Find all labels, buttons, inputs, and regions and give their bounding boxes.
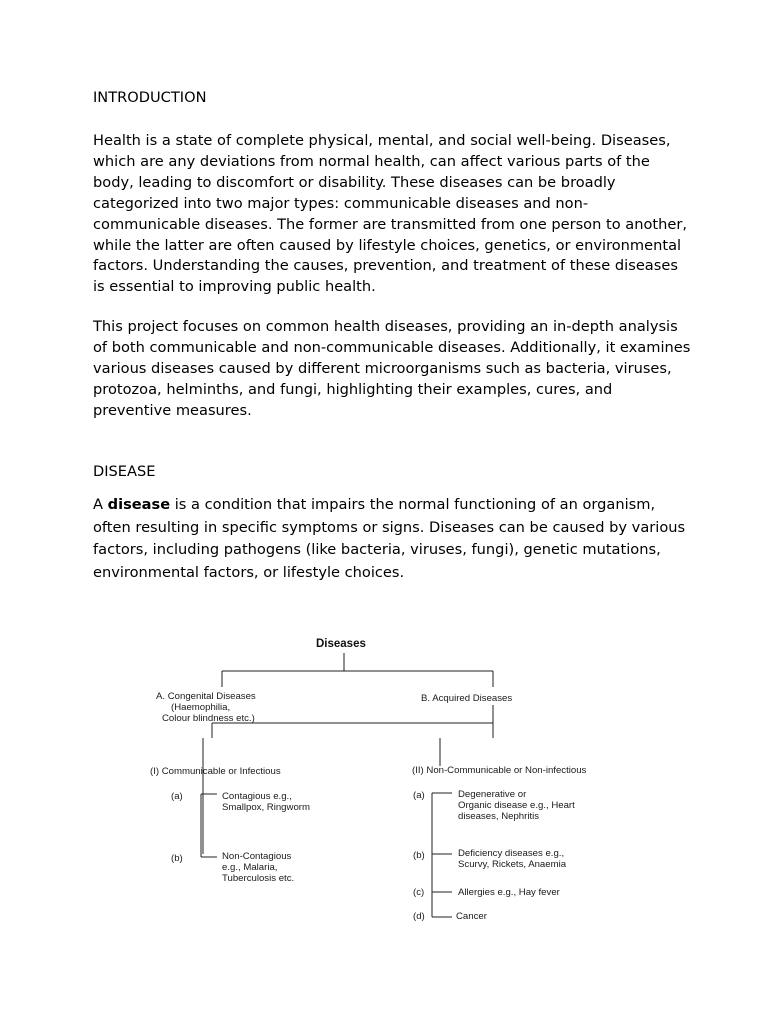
allergies-label: Allergies e.g., Hay fever (458, 887, 560, 898)
disease-heading: DISEASE (93, 463, 156, 480)
non-communicable-a-marker: (a) (413, 790, 425, 801)
congenital-diseases-label: A. Congenital Diseases (156, 691, 256, 702)
degenerative-line-3: diseases, Nephritis (458, 811, 540, 822)
non-contagious-line-2: e.g., Malaria, (222, 862, 278, 873)
degenerative-line-1: Degenerative or (458, 789, 527, 800)
degenerative-line-2: Organic disease e.g., Heart (458, 800, 575, 811)
disease-classification-diagram (140, 625, 610, 935)
non-communicable-d-marker: (d) (413, 911, 425, 922)
diagram-title: Diseases (316, 638, 366, 650)
contagious-line-2: Smallpox, Ringworm (222, 802, 310, 813)
non-contagious-line-1: Non-Contagious (222, 851, 292, 862)
acquired-diseases-label: B. Acquired Diseases (421, 693, 513, 704)
disease-definition-lead: A (93, 496, 108, 513)
introduction-heading: INTRODUCTION (93, 89, 207, 106)
communicable-a-marker: (a) (171, 791, 183, 802)
congenital-examples-line-1: (Haemophilia, (171, 702, 231, 713)
communicable-b-marker: (b) (171, 853, 183, 864)
disease-definition-rest: is a condition that impairs the normal functioning of an organism, often resulting in specific symptoms or signs. Diseases can be caused by various factors, including pathogens (like bacteria, viruses, fungi), genetic mutations, environmental factors, or lifestyle choices. (93, 496, 686, 581)
non-contagious-line-3: Tuberculosis etc. (222, 873, 295, 884)
introduction-paragraph-1: Health is a state of complete physical, mental, and social well-being. Diseases, which are any deviations from normal health, can affect various parts of the body, leading to discomfort or disability. These diseases can be broadly categorized into two major types: communicable diseases and non-communicable diseases. The former are transmitted from one person to another, while the latter are often caused by lifestyle choices, genetics, or environmental factors. Understanding the causes, prevention, and treatment of these diseases is essential to improving public health. (93, 132, 687, 296)
non-communicable-b-marker: (b) (413, 850, 425, 861)
cancer-label: Cancer (456, 911, 487, 922)
communicable-label: (I) Communicable or Infectious (150, 766, 281, 777)
non-communicable-label: (II) Non-Communicable or Non-infectious (412, 765, 587, 776)
deficiency-line-1: Deficiency diseases e.g., (458, 848, 565, 859)
disease-term: disease (107, 496, 171, 513)
contagious-line-1: Contagious e.g., (222, 791, 292, 802)
disease-definition-paragraph (93, 494, 693, 584)
congenital-examples-line-2: Colour blindness etc.) (162, 713, 255, 724)
deficiency-line-2: Scurvy, Rickets, Anaemia (458, 859, 567, 870)
non-communicable-c-marker: (c) (413, 887, 425, 898)
introduction-paragraph-2: This project focuses on common health diseases, providing an in-depth analysis of both communicable and non-communicable diseases. Additionally, it examines various diseases caused by different microorganisms such as bacteria, viruses, protozoa, helminths, and fungi, highlighting their examples, cures, and preventive measures. (93, 318, 691, 419)
